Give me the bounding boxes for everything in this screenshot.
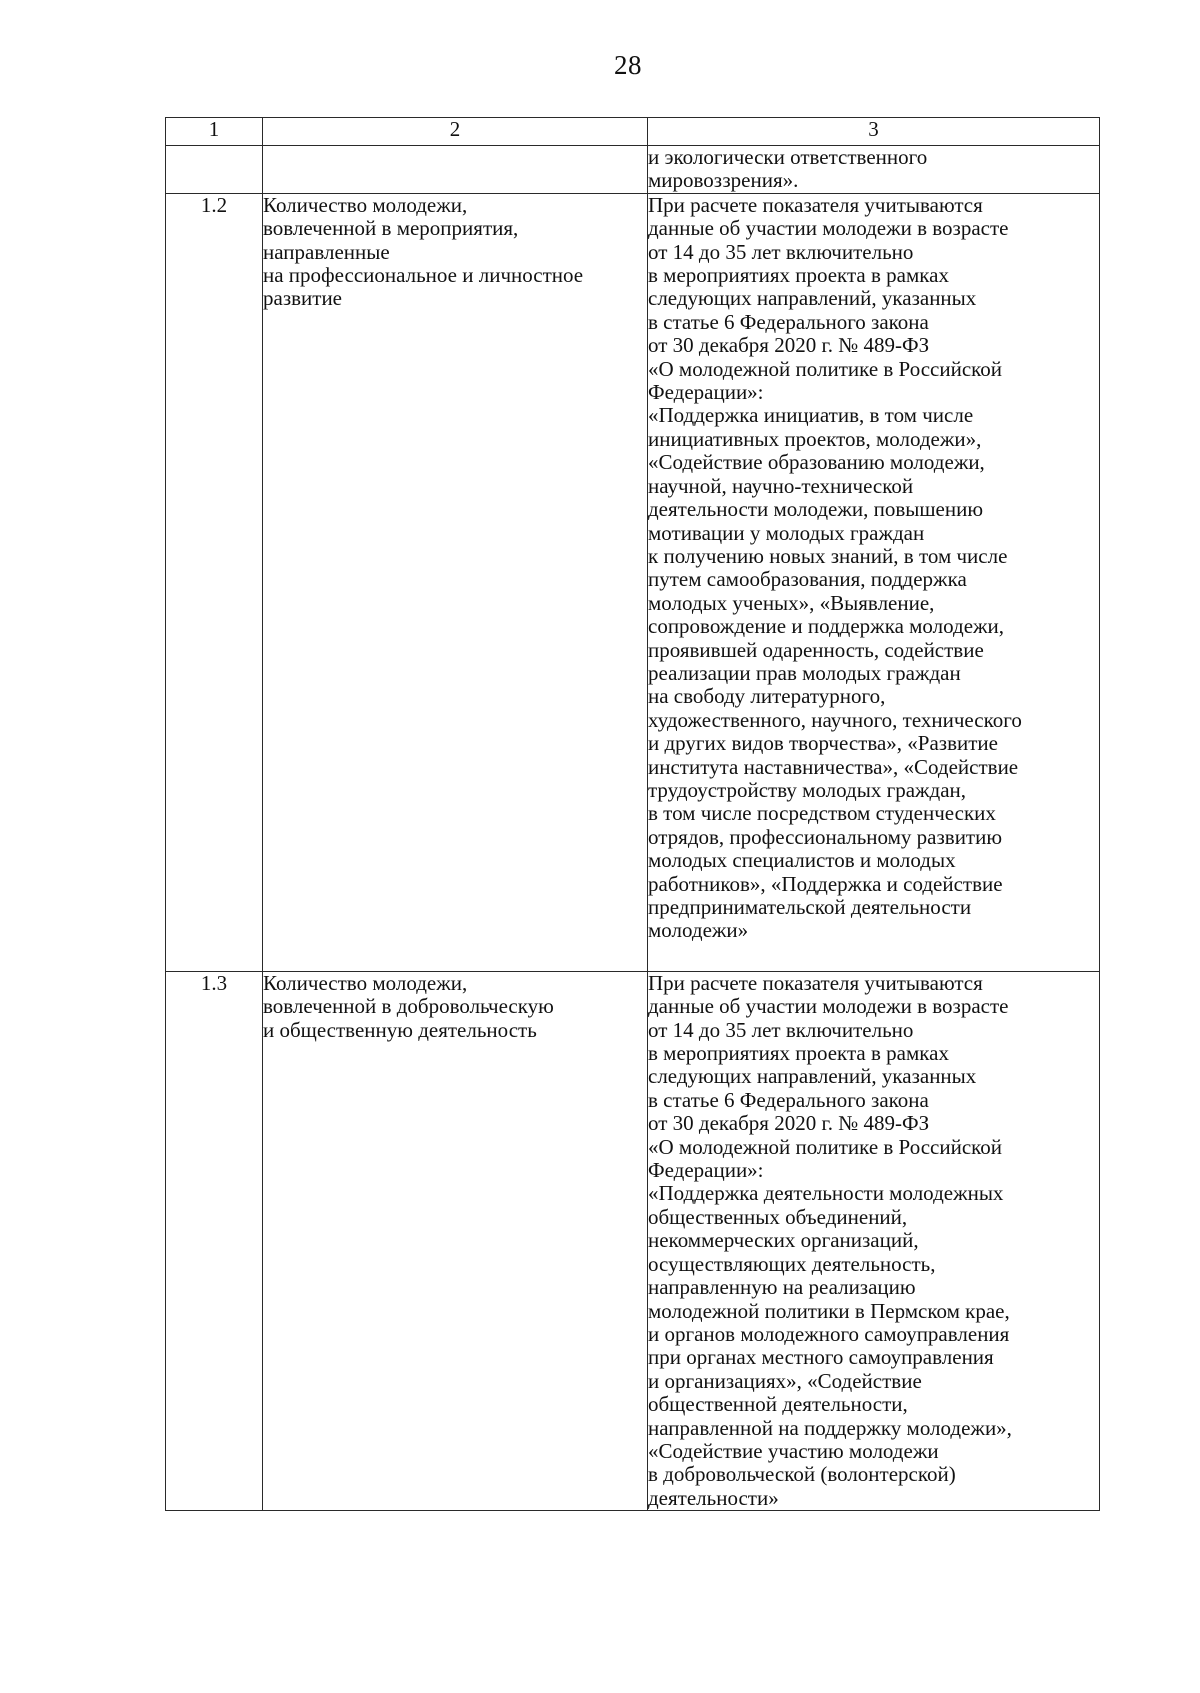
text-line: молодежной политики в Пермском крае, <box>648 1298 1010 1323</box>
header-col-1: 1 <box>166 118 263 146</box>
text-line: вовлеченной в мероприятия, <box>263 216 519 241</box>
table-row <box>166 146 1100 194</box>
text-line: некоммерческих организаций, <box>648 1228 919 1253</box>
text-line: в статье 6 Федерального закона <box>648 1087 929 1112</box>
text-line: направленные <box>263 239 390 264</box>
page-number: 28 <box>614 50 642 80</box>
text-line: «Содействие образованию молодежи, <box>648 450 985 475</box>
text-line: научной, научно-технической <box>648 473 914 498</box>
text-line: При расчете показателя учитываются <box>648 192 983 217</box>
text-line: Федерации»: <box>648 380 764 405</box>
text-line: осуществляющих деятельность, <box>648 1251 936 1276</box>
text-line: молодых ученых», «Выявление, <box>648 590 935 615</box>
text-line: деятельности» <box>648 1485 779 1510</box>
text-line: художественного, научного, технического <box>648 707 1022 732</box>
text-line: инициативных проектов, молодежи», <box>648 426 982 451</box>
indicator-name <box>263 193 648 971</box>
text-line: в мероприятиях проекта в рамках <box>648 1041 949 1066</box>
text-line: Количество молодежи, <box>263 970 468 995</box>
text-line: развитие <box>263 286 343 311</box>
header-col-3: 3 <box>648 118 1100 146</box>
text-line: проявившей одаренность, содействие <box>648 637 984 662</box>
row-number: 1.3 <box>166 971 263 1510</box>
text-line: от 14 до 35 лет включительно <box>648 239 914 264</box>
row-number <box>166 146 263 194</box>
header-col-2: 2 <box>263 118 648 146</box>
text-line: мировоззрения». <box>648 168 799 193</box>
indicator-description <box>648 971 1100 1510</box>
text-line: в добровольческой (волонтерской) <box>648 1462 956 1487</box>
text-line: от 30 декабря 2020 г. № 489-ФЗ <box>648 333 930 358</box>
text-line: института наставничества», «Содействие <box>648 754 1019 779</box>
text-line: данные об участии молодежи в возрасте <box>648 994 1009 1019</box>
text-line: путем самообразования, поддержка <box>648 567 967 592</box>
text-line: «Поддержка инициатив, в том числе <box>648 403 974 428</box>
text-line: «Поддержка деятельности молодежных <box>648 1181 1004 1206</box>
text-line: на профессиональное и личностное <box>263 263 584 288</box>
text-line: в статье 6 Федерального закона <box>648 309 929 334</box>
text-line: «О молодежной политике в Российской <box>648 356 1003 381</box>
text-line: общественной деятельности, <box>648 1392 908 1417</box>
indicators-table <box>165 117 1100 1511</box>
text-line: и органов молодежного самоуправления <box>648 1321 1010 1346</box>
text-line: отрядов, профессиональному развитию <box>648 824 1003 849</box>
text-line: в мероприятиях проекта в рамках <box>648 263 949 288</box>
text-line: направленную на реализацию <box>648 1275 916 1300</box>
text-line: Количество молодежи, <box>263 192 468 217</box>
text-line: на свободу литературного, <box>648 684 886 709</box>
text-line: от 14 до 35 лет включительно <box>648 1017 914 1042</box>
text-line: и общественную деятельность <box>263 1017 537 1042</box>
text-line: к получению новых знаний, в том числе <box>648 543 1008 568</box>
text-line: при органах местного самоуправления <box>648 1345 994 1370</box>
text-line: молодежи» <box>648 918 749 943</box>
text-line: в том числе посредством студенческих <box>648 801 996 826</box>
text-line: «О молодежной политике в Российской <box>648 1134 1003 1159</box>
text-line: деятельности молодежи, повышению <box>648 497 984 522</box>
text-line: от 30 декабря 2020 г. № 489-ФЗ <box>648 1111 930 1136</box>
text-line: При расчете показателя учитываются <box>648 970 983 995</box>
text-line: работников», «Поддержка и содействие <box>648 871 1003 896</box>
text-line: предпринимательской деятельности <box>648 895 972 919</box>
table-header-row <box>166 118 1100 146</box>
text-line: вовлеченной в добровольческую <box>263 994 554 1019</box>
text-line: Федерации»: <box>648 1158 764 1183</box>
text-line: трудоустройству молодых граждан, <box>648 777 967 802</box>
text-line: направленной на поддержку молодежи», <box>648 1415 1012 1440</box>
table-row <box>166 193 1100 971</box>
text-line: общественных объединений, <box>648 1204 908 1229</box>
indicator-name <box>263 971 648 1510</box>
text-line: «Содействие участию молодежи <box>648 1438 939 1463</box>
indicator-name <box>263 146 648 194</box>
text-line: данные об участии молодежи в возрасте <box>648 216 1009 241</box>
indicator-description <box>648 146 1100 194</box>
indicator-description <box>648 193 1100 971</box>
text-line: следующих направлений, указанных <box>648 1064 977 1089</box>
text-line: реализации прав молодых граждан <box>648 660 961 685</box>
text-line: и других видов творчества», «Развитие <box>648 731 998 756</box>
row-number: 1.2 <box>166 193 263 971</box>
table-row <box>166 971 1100 1510</box>
text-line: следующих направлений, указанных <box>648 286 977 311</box>
text-line: сопровождение и поддержка молодежи, <box>648 614 1005 639</box>
text-line: и организациях», «Содействие <box>648 1368 922 1393</box>
text-line: мотивации у молодых граждан <box>648 520 925 545</box>
text-line: и экологически ответственного <box>648 145 928 169</box>
text-line: молодых специалистов и молодых <box>648 848 956 873</box>
